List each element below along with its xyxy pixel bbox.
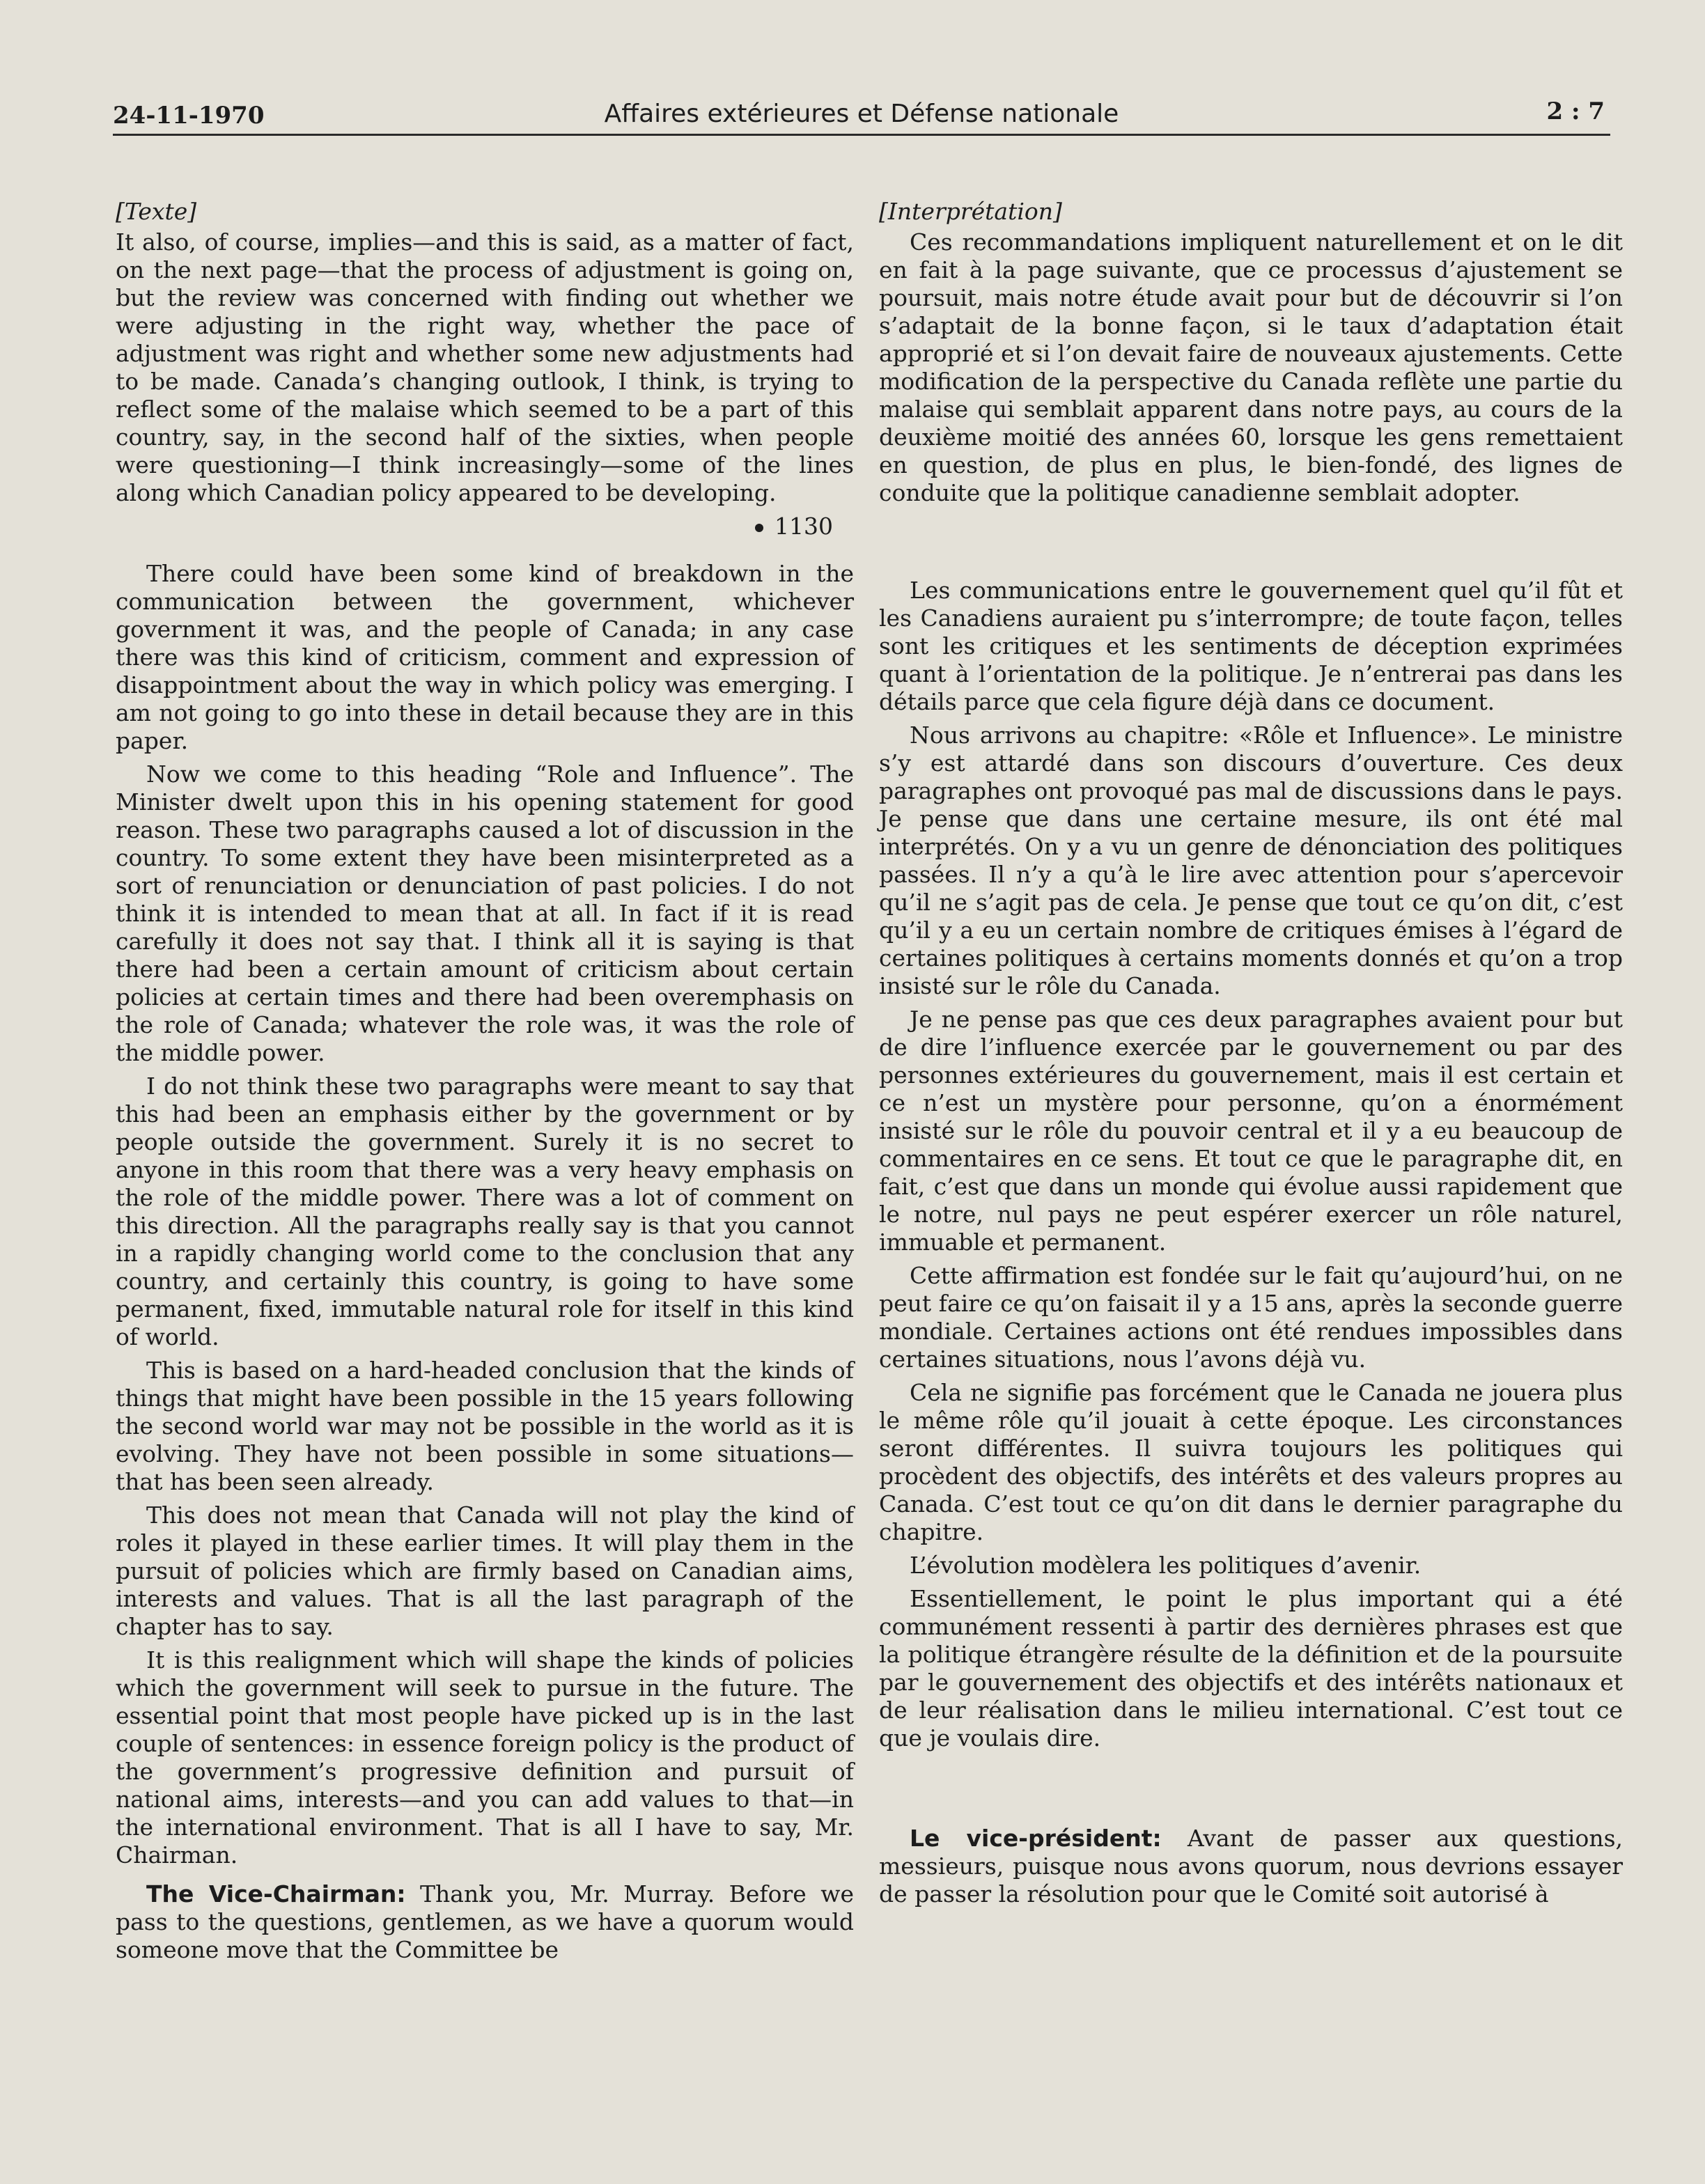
speaker-paragraph [879,1825,1623,1908]
paragraph: Cela ne signifie pas forcément que le Canada ne jouera plus le même rôle qu’il jouait à cette époque. Les circonstances seront différentes. Il suivra toujours les politiques qui procèdent des objectifs, des intérêts et des valeurs propres au Canada. C’est tout ce qu’on dit dans le dernier paragraphe du chapitre. [879,1379,1623,1545]
speaker-paragraph [116,1880,854,1964]
speaker-text: Thank you, Mr. Murray. Before we pass to the questions, gentlemen, as we have a quorum would someone move that the Committee be [116,1880,854,1963]
speaker-text: Avant de passer aux questions, messieurs, puisque nous avons quorum, nous devrions essayer de passer la résolution pour que le Comité soit autorisé à [879,1825,1624,1908]
header-page-number: 2 : 7 [1546,98,1605,125]
paragraph: L’évolution modèlera les politiques d’avenir. [910,1552,1422,1579]
paragraph: It also, of course, implies—and this is said, as a matter of fact, on the next page—that the process of adjustment is going on, but the review was concerned with finding out whether we were adjusting in the right way, whether the pace of adjustment was right and whether some new adjustments had to be made. Canada’s changing outlook, I think, is trying to reflect some of the malaise which seemed to be a part of this country, say, in the second half of the sixties, when people were questioning—I think increasingly—some of the lines along which Canadian policy appeared to be developing. [116,228,854,506]
section-label-texte: [Texte] [116,198,197,225]
paragraph: It is this realignment which will shape the kinds of policies which the government will seek to pursue in the future. The essential point that most people have picked up is in the last couple of sentences: in essence foreign policy is the product of the government’s progressive definition and pursuit of national aims, interests—and you can add values to that—in the international environment. That is all I have to say, Mr. Chairman. [116,1646,854,1869]
speaker-name: Le vice-président: [910,1825,1162,1852]
time-marker-value: 1130 [774,513,833,540]
paragraph: This is based on a hard-headed conclusion that the kinds of things that might have been possible in the 15 years following the second world war may not be possible in the world as it is evolving. They have not been possible in some situations— that has been seen already. [116,1357,854,1495]
header-date: 24-11-1970 [113,102,265,130]
section-label-interpretation: [Interprétation] [879,198,1062,225]
paragraph: There could have been some kind of breakdown in the communication between the government, whichever government it was, and the people of Canada; in any case there was this kind of criticism, comment and expression of disappointment about the way in which policy was emerging. I am not going to go into these in detail because they are in this paper. [116,560,854,754]
paragraph: Now we come to this heading “Role and Influence”. The Minister dwelt upon this in his opening statement for good reason. These two paragraphs caused a lot of discussion in the country. To some extent they have been misinterpreted as a sort of renunciation or denunciation of past policies. I do not think it is intended to mean that at all. In fact if it is read carefully it does not say that. I think all it is saying is that there had been a certain amount of criticism about certain policies at certain times and there had been overemphasis on the role of Canada; whatever the role was, it was the role of the middle power. [116,760,854,1066]
paragraph: Essentiellement, le point le plus important qui a été communément ressenti à partir des dernières phrases est que la politique étrangère résulte de la définition et de la poursuite par le gouvernement des objectifs et des intérêts nationaux et de leur réalisation dans le milieu international. C’est tout ce que je voulais dire. [879,1585,1623,1752]
paragraph: Je ne pense pas que ces deux paragraphes avaient pour but de dire l’influence exercée par le gouvernement ou par des personnes extérieures du gouvernement, mais il est certain et ce n’est un mystère pour personne, qu’on a énormément insisté sur le rôle du pouvoir central et il y a eu beaucoup de commentaires en ce sens. Et tout ce que le paragraphe dit, en fait, c’est que dans un monde qui évolue aussi rapidement que le notre, nul pays ne peut espérer exercer un rôle naturel, immuable et permanent. [879,1006,1623,1256]
paragraph: This does not mean that Canada will not play the kind of roles it played in these earlier times. It will play them in the pursuit of policies which are firmly based on Canadian aims, interests and values. That is all the last paragraph of the chapter has to say. [116,1502,854,1640]
paragraph: Cette affirmation est fondée sur le fait qu’aujourd’hui, on ne peut faire ce qu’on faisait il y a 15 ans, après la seconde guerre mondiale. Certaines actions ont été rendues impossibles dans certaines situations, nous l’avons déjà vu. [879,1262,1623,1373]
speaker-name: The Vice-Chairman: [146,1880,406,1908]
paragraph: Ces recommandations impliquent naturellement et on le dit en fait à la page suivante, que ce processus d’ajustement se poursuit, mais notre étude avait pour but de découvrir si l’on s’adaptait de la bonne façon, si le taux d’adaptation était approprié et si l’on devait faire de nouveaux ajustements. Cette modification de la perspective du Canada reflète une partie du malaise qui semblait apparent dans notre pays, au cours de la deuxième moitié des années 60, lorsque les gens remettaient en question, de plus en plus, le bien-fondé, des lignes de conduite que la politique canadienne semblait adopter. [879,228,1623,506]
french-column [879,198,1623,1914]
paragraph: I do not think these two paragraphs were meant to say that this had been an emphasis either by the government or by people outside the government. Surely it is no secret to anyone in this room that there was a very heavy emphasis on the role of the middle power. There was a lot of comment on this direction. All the paragraphs really say is that you cannot in a rapidly changing world come to the conclusion that any country, and certainly this country, is going to have some permanent, fixed, immutable natural role for itself in this kind of world. [116,1072,854,1350]
paragraph: Nous arrivons au chapitre: «Rôle et Influence». Le ministre s’y est attardé dans son discours d’ouverture. Ces deux paragraphes ont provoqué pas mal de discussions dans le pays. Je pense que dans une certaine mesure, ils ont été mal interprétés. On y a vu un genre de dénonciation des politiques passées. Il n’y a qu’à le lire avec attention pour s’apercevoir qu’il ne s’agit pas de cela. Je pense que tout ce qu’on dit, c’est qu’il y a eu un certain nombre de critiques émises à l’égard de certaines politiques à certains moments donnés et qu’on a trop insisté sur le rôle du Canada. [879,722,1623,999]
time-marker [116,513,833,540]
header-title: Affaires extérieures et Défense nationale [604,100,1119,128]
bullet-icon [755,524,763,532]
paragraph: Les communications entre le gouvernement quel qu’il fût et les Canadiens auraient pu s’interrompre; de toute façon, telles sont les critiques et les sentiments de déception exprimées quant à l’orientation de la politique. Je n’entrerai pas dans les détails parce que cela figure déjà dans ce document. [879,577,1623,715]
english-column [116,198,854,1970]
running-header [113,95,1610,136]
